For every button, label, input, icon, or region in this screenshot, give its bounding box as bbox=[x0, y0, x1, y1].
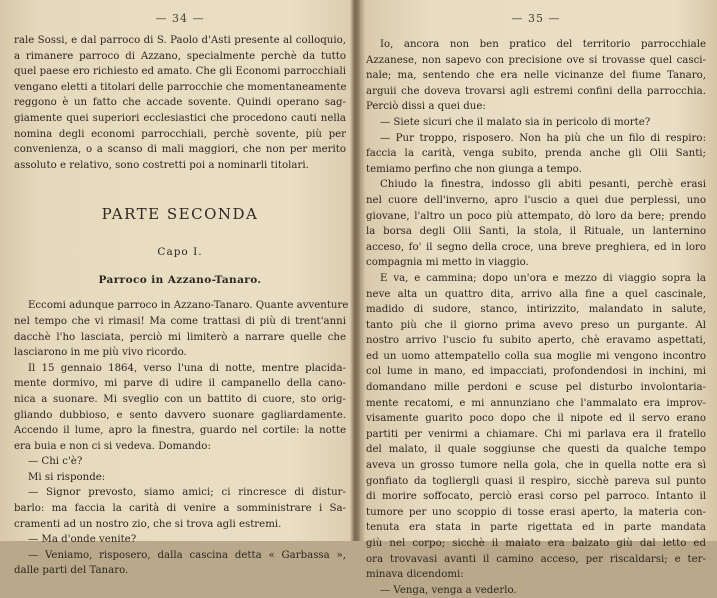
text-line: cramenti ad un nostro zio, che si trova agli estremi. bbox=[14, 518, 282, 530]
text-line: temiamo perfino che non giunga a tempo. bbox=[366, 163, 582, 175]
text-line: arguii che doveva trovarsi agli estremi confini della parrocchia. bbox=[366, 85, 706, 97]
text-line: barlo: ma faccia la carità di venire a somministrare i Sa- bbox=[14, 503, 346, 515]
left-page-body bbox=[14, 33, 349, 579]
text-line: Eccomi adunque parroco in Azzano-Tanaro. Quante avventure bbox=[28, 300, 349, 312]
chapter-number: Capo I. bbox=[157, 246, 203, 259]
text-line: nomina degli economi parrocchiali, perchè sovente, più per bbox=[14, 128, 346, 140]
text-line: nostro arrivo l'uscio fu subito aperto, chè eravamo aspettati, bbox=[366, 335, 706, 347]
text-line: Io, ancora non ben pratico del territorio parrocchiale bbox=[380, 39, 706, 50]
text-line: E va, e cammina; dopo un'ora e mezzo di viaggio sopra la bbox=[380, 272, 706, 284]
text-line: col lume in mano, ed impacciati, profondendosi in inchini, mi bbox=[366, 366, 706, 378]
dialogue-line: — Siete sicuri che il malato sia in pericolo di morte? bbox=[380, 116, 651, 128]
text-line: vengano eletti a titolari delle parrocchie che momentaneamente bbox=[14, 81, 347, 93]
text-line: acceso, fo' il segno della croce, una breve preghiera, ed in loro bbox=[366, 241, 706, 253]
text-line: gonfiato da togliergli quasi il respiro, sicchè pareva sul punto bbox=[366, 475, 706, 487]
part-heading: PARTE SECONDA bbox=[101, 205, 259, 224]
dialogue-line: — Chi c'è? bbox=[28, 456, 83, 468]
text-line: Il 15 gennaio 1864, verso l'una di notte, mentre placida- bbox=[28, 362, 346, 374]
text-line: compagnia mi metto in viaggio. bbox=[366, 257, 529, 269]
text-line: Azzanese, non sapevo con precisione ove si trovasse quel casci- bbox=[366, 54, 706, 66]
text-line: giù nel corpo; sicchè il malato era balzato giù dal letto ed bbox=[366, 538, 706, 549]
text-line: Chiudo la finestra, indosso gli abiti pesanti, perchè erasi bbox=[380, 179, 706, 191]
text-line: era buia e non ci si vedeva. Domando: bbox=[14, 440, 211, 452]
text-line: tanto più che il giorno prima avevo preso un purgante. Al bbox=[366, 319, 706, 331]
right-page bbox=[366, 0, 706, 596]
text-line: assoluto e relativo, sono costretti poi a nominarli titolari. bbox=[14, 159, 309, 171]
text-line: Accendo il lume, apro la finestra, guardo nel cortile: la notte bbox=[14, 425, 346, 437]
text-line: reggono è un fatto che accade sovente. Quindi operano sag- bbox=[14, 97, 346, 109]
text-line: dalle parti del Tanaro. bbox=[14, 565, 129, 577]
dialogue-line: — Pur troppo, risposero. Non ha più che un filo di respiro: bbox=[380, 132, 706, 144]
text-line: nel cuore dell'inverno, apro l'uscio a quei due perplessi, uno bbox=[366, 194, 706, 206]
dialogue-line: — Venga, venga a vederlo. bbox=[380, 584, 517, 596]
dialogue-line: — Signor prevosto, siamo amici; ci rincresce di distur- bbox=[28, 487, 346, 499]
text-line: lasciarono in me più vivo ricordo. bbox=[14, 347, 187, 359]
text-line: la borsa degli Olii Santi, la stola, il Rituale, un lanternino bbox=[366, 226, 706, 238]
right-page-body bbox=[366, 37, 706, 598]
text-line: gliando dubbioso, e sento davvero suonare gagliardamente. bbox=[14, 409, 346, 421]
text-line: visamente guarito poco dopo che il nipote ed il servo erano bbox=[366, 413, 706, 425]
text-line: partiti per venirmi a chiamare. Chi mi parlava era il fratello bbox=[366, 428, 706, 440]
text-line: giovane, l'altro un poco più attempato, dò loro da bere; prendo bbox=[366, 210, 706, 222]
text-line: Mi si risponde: bbox=[28, 471, 106, 483]
text-line: mente dormivo, mi parve di udire il campanello della cano- bbox=[14, 378, 346, 390]
text-line: dacchè l'ho lasciata, perciò mi limiterò a narrare quelle che bbox=[14, 331, 346, 343]
text-line: di morire soffocato, perciò erasi corso pel parroco. Intanto il bbox=[366, 491, 706, 503]
text-line: nel tempo che vi rimasi! Ma come trattasi di più di trent'anni bbox=[14, 315, 346, 327]
text-line: Perciò dissi a quei due: bbox=[366, 101, 486, 113]
text-line: tumore per uno scoppio di tosse erasi aperto, la materia con- bbox=[366, 506, 706, 518]
dialogue-line: — Ma d'onde venite? bbox=[28, 534, 137, 546]
text-line: del malato, il quale soggiunse che questi da qualche tempo bbox=[366, 444, 706, 456]
text-line: nica a suonare. Mi sveglio con un battito di cuore, sto orig- bbox=[14, 393, 346, 405]
text-line: domandano mille perdoni e scuse pel disturbo involontaria- bbox=[366, 382, 706, 394]
left-page bbox=[14, 0, 349, 577]
book-gutter bbox=[350, 0, 360, 541]
page-number-right: — 35 — bbox=[511, 12, 561, 25]
text-line: mente recatomi, e mi annunziano che l'ammalato era improv- bbox=[366, 397, 706, 409]
text-line: nale; ma, sentendo che era nelle vicinanze del fiume Tanaro, bbox=[366, 70, 706, 82]
text-line: a rimanere parroco di Azzano, specialmente perchè da tutto bbox=[14, 50, 346, 62]
text-line: quel paese ero richiesto ed amato. Che gli Economi parrocchiali bbox=[14, 66, 346, 78]
text-line: minava dicendomi: bbox=[366, 569, 464, 581]
text-line: aveva un grosso tumore nella gola, che in quella notte era sì bbox=[366, 460, 706, 472]
text-line: ora trovavasi avanti il camino acceso, per riscaldarsi; e ter- bbox=[366, 553, 706, 565]
dialogue-line: — Veniamo, risposero, dalla cascina detta « Garbassa », bbox=[28, 549, 346, 561]
page-number-left: — 34 — bbox=[155, 12, 205, 25]
text-line: neve alta un quattro dita, arrivo alla fine a quel cascinale, bbox=[366, 288, 706, 300]
text-line: rale Sossi, e dal parroco di S. Paolo d'Asti presente al colloquio, bbox=[14, 35, 346, 46]
text-line: madido di sudore, stanco, intirizzito, malandato in salute, bbox=[366, 304, 706, 316]
text-line: tenuta era stata in parte rigettata ed in parte mandata bbox=[366, 522, 706, 534]
text-line: convenienza, o a scanso di mali maggiori, che non per merito bbox=[14, 144, 346, 156]
text-line: faccia la carità, venga subito, prenda anche gli Olii Santi; bbox=[366, 148, 706, 160]
text-line: giamente quei superiori ecclesiastici che procedono cauti nella bbox=[14, 112, 346, 124]
text-line: ed un uomo attempatello colla sua moglie mi vengono incontro bbox=[366, 350, 706, 362]
chapter-title: Parroco in Azzano-Tanaro. bbox=[98, 274, 262, 287]
